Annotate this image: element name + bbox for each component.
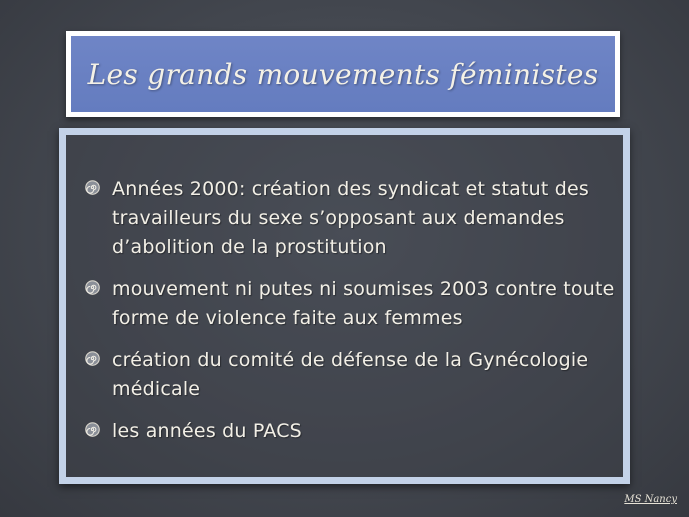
title-panel	[71, 36, 615, 112]
content-frame	[59, 128, 630, 484]
author-signature: MS Nancy	[624, 494, 677, 505]
bullet-list	[83, 175, 628, 459]
title-frame	[66, 31, 620, 117]
bullet-text: mouvement ni putes ni soumises 2003 contre toute forme de violence faite aux femmes	[112, 278, 615, 329]
bullet-item	[83, 275, 628, 333]
spiral-bullet-icon	[85, 351, 100, 366]
bullet-item	[83, 417, 628, 446]
bullet-item	[83, 346, 628, 404]
spiral-bullet-icon	[85, 180, 100, 195]
bullet-text: Années 2000: création des syndicat et statut des travailleurs du sexe s’opposant aux demandes d’abolition de la prostitution	[112, 178, 589, 258]
bullet-item	[83, 175, 628, 262]
spiral-bullet-icon	[85, 422, 100, 437]
bullet-text: les années du PACS	[112, 420, 302, 442]
slide-title: Les grands mouvements féministes	[87, 57, 599, 91]
bullet-text: création du comité de défense de la Gynécologie médicale	[112, 349, 589, 400]
spiral-bullet-icon	[85, 280, 100, 295]
